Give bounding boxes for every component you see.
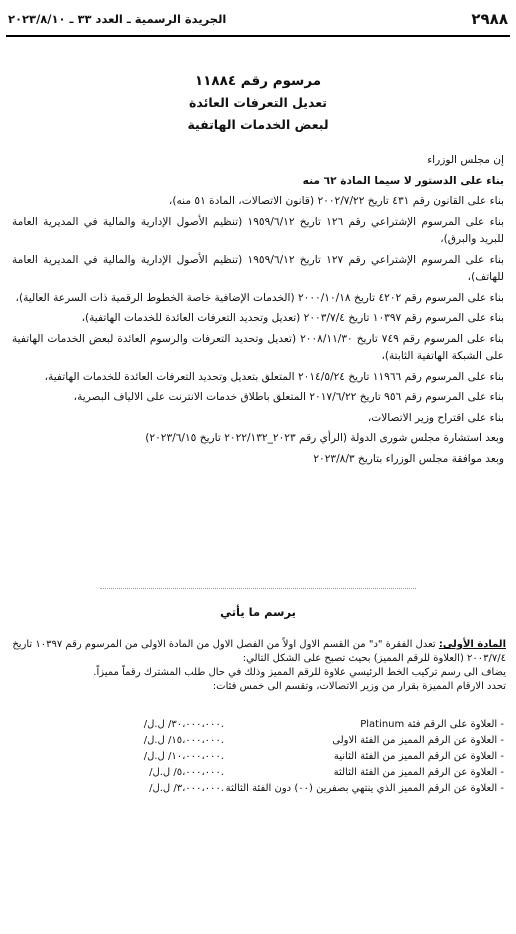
preamble-line: بناء على المرسوم الإشتراعي رقم ١٢٦ تاريخ ١٩٥٩/٦/١٢ (تنظيم الأصول الإدارية والمالية في المديرية العامة للبريد والبرق)، [12, 215, 504, 245]
article-paragraph: تحدد الارقام المميزة بقرار من وزير الاتصالات، وتقسم الى خمس فئات: [212, 681, 506, 692]
fee-label: - العلاوة عن الرقم المميز الذي ينتهي بصفرين (٠٠) دون الفئة الثالثة [224, 783, 504, 794]
decree-number: مرسوم رقم ١١٨٨٤ [194, 73, 322, 89]
preamble-line: بناء على الدستور لا سيما المادة ٦٢ منه [302, 174, 504, 187]
decree-title-line-2: لبعض الخدمات الهاتفية [187, 117, 329, 132]
fee-row [70, 732, 504, 748]
preamble-line: بناء على القانون رقم ٤٣١ تاريخ ٢٠٠٢/٧/٢٢ (قانون الاتصالات، المادة ٥١ منه)، [168, 195, 504, 207]
header-rule [6, 35, 510, 37]
article-1 [10, 638, 506, 694]
preamble [12, 152, 504, 471]
fee-label: - العلاوة عن الرقم المميز من الفئة الثالثة [224, 767, 504, 778]
section-divider [100, 588, 416, 589]
preamble-line: بناء على المرسوم رقم ١٠٣٩٧ تاريخ ٢٠٠٣/٧/٤ (تعديل وتحديد التعرفات العائدة للخدمات الهاتفية)، [81, 312, 504, 324]
decree-title-line-1: تعديل التعرفات العائدة [189, 95, 327, 110]
fee-label: - العلاوة على الرقم فئة Platinum [224, 719, 504, 730]
fee-row [70, 748, 504, 764]
preamble-line: بناء على المرسوم رقم ١١٩٦٦ تاريخ ٢٠١٤/٥/٢٤ المتعلق بتعديل وتحديد التعرفات العائدة للخدمات الهاتفية، [44, 370, 504, 383]
decree-statement: يرسم ما يأتي [220, 605, 296, 619]
preamble-line: وبعد استشارة مجلس شورى الدولة (الرأي رقم ٢٠٢٣_٢٠٢٢/١٣٢ تاريخ ٢٠٢٣/٦/١٥) [145, 432, 504, 444]
fee-value: /١٠،٠٠٠،٠٠٠/ ل.ل. [143, 750, 224, 762]
fee-value: /٣،٠٠٠،٠٠٠/ ل.ل. [149, 782, 224, 794]
fee-value: /٥،٠٠٠،٠٠٠/ ل.ل. [149, 766, 224, 778]
fee-row [70, 780, 504, 796]
preamble-line: بناء على اقتراح وزير الاتصالات، [367, 411, 504, 424]
gazette-issue-title: الجريدة الرسمية ـ العدد ٣٣ ـ ٢٠٢٣/٨/١٠ [8, 12, 227, 26]
preamble-line: إن مجلس الوزراء [427, 154, 504, 166]
fee-list [70, 716, 504, 796]
fee-label: - العلاوة عن الرقم المميز من الفئة الثانية [224, 751, 504, 762]
fee-value: /١٥،٠٠٠،٠٠٠/ ل.ل. [143, 734, 224, 746]
preamble-line: بناء على المرسوم الإشتراعي رقم ١٢٧ تاريخ ١٩٥٩/٦/١٢ (تنظيم الأصول الإدارية والمالية في المديرية العامة للهاتف)، [12, 253, 504, 283]
fee-value: /٣٠،٠٠٠،٠٠٠/ ل.ل. [143, 718, 224, 730]
preamble-line: بناء على المرسوم رقم ٧٤٩ تاريخ ٢٠٠٨/١١/٣٠ (تعديل وتحديد التعرفات والرسوم العائدة لبعض الخدمات الهاتفية على الشبكة الهاتفية الثابتة)، [12, 332, 504, 362]
article-paragraph: يضاف الى رسم تركيب الخط الرئيسي علاوة للرقم المميز وذلك في حال طلب المشترك رقماً مميزاً. [93, 667, 506, 678]
page-header [6, 8, 510, 34]
preamble-line: وبعد موافقة مجلس الوزراء بتاريخ ٢٠٢٣/٨/٣ [313, 452, 504, 465]
article-title: المادة الأولى: [438, 639, 506, 650]
article-text: تعدل الفقرة "د" من القسم الاول اولاً من الفصل الاول من المادة الاولى من المرسوم رقم ١٠٣٩٧ تاريخ ٢٠٠٣/٧/٤ (العلاوة للرقم المميز) بحيث تصبح على الشكل التالي: [12, 639, 506, 664]
fee-label: - العلاوة عن الرقم المميز من الفئة الاولى [224, 735, 504, 746]
page-number: ٢٩٨٨ [471, 10, 508, 28]
fee-row [70, 716, 504, 732]
fee-row [70, 764, 504, 780]
preamble-line: بناء على المرسوم رقم ٩٥٦ تاريخ ٢٠١٧/٦/٢٢ المتعلق باطلاق خدمات الانترنت على الالياف البصرية، [73, 391, 504, 403]
decree-heading [0, 70, 516, 136]
preamble-line: بناء على المرسوم رقم ٤٢٠٢ تاريخ ٢٠٠٠/١٠/١٨ (الخدمات الإضافية خاصة الخطوط الرقمية ذات السرعة العالية)، [15, 291, 504, 304]
